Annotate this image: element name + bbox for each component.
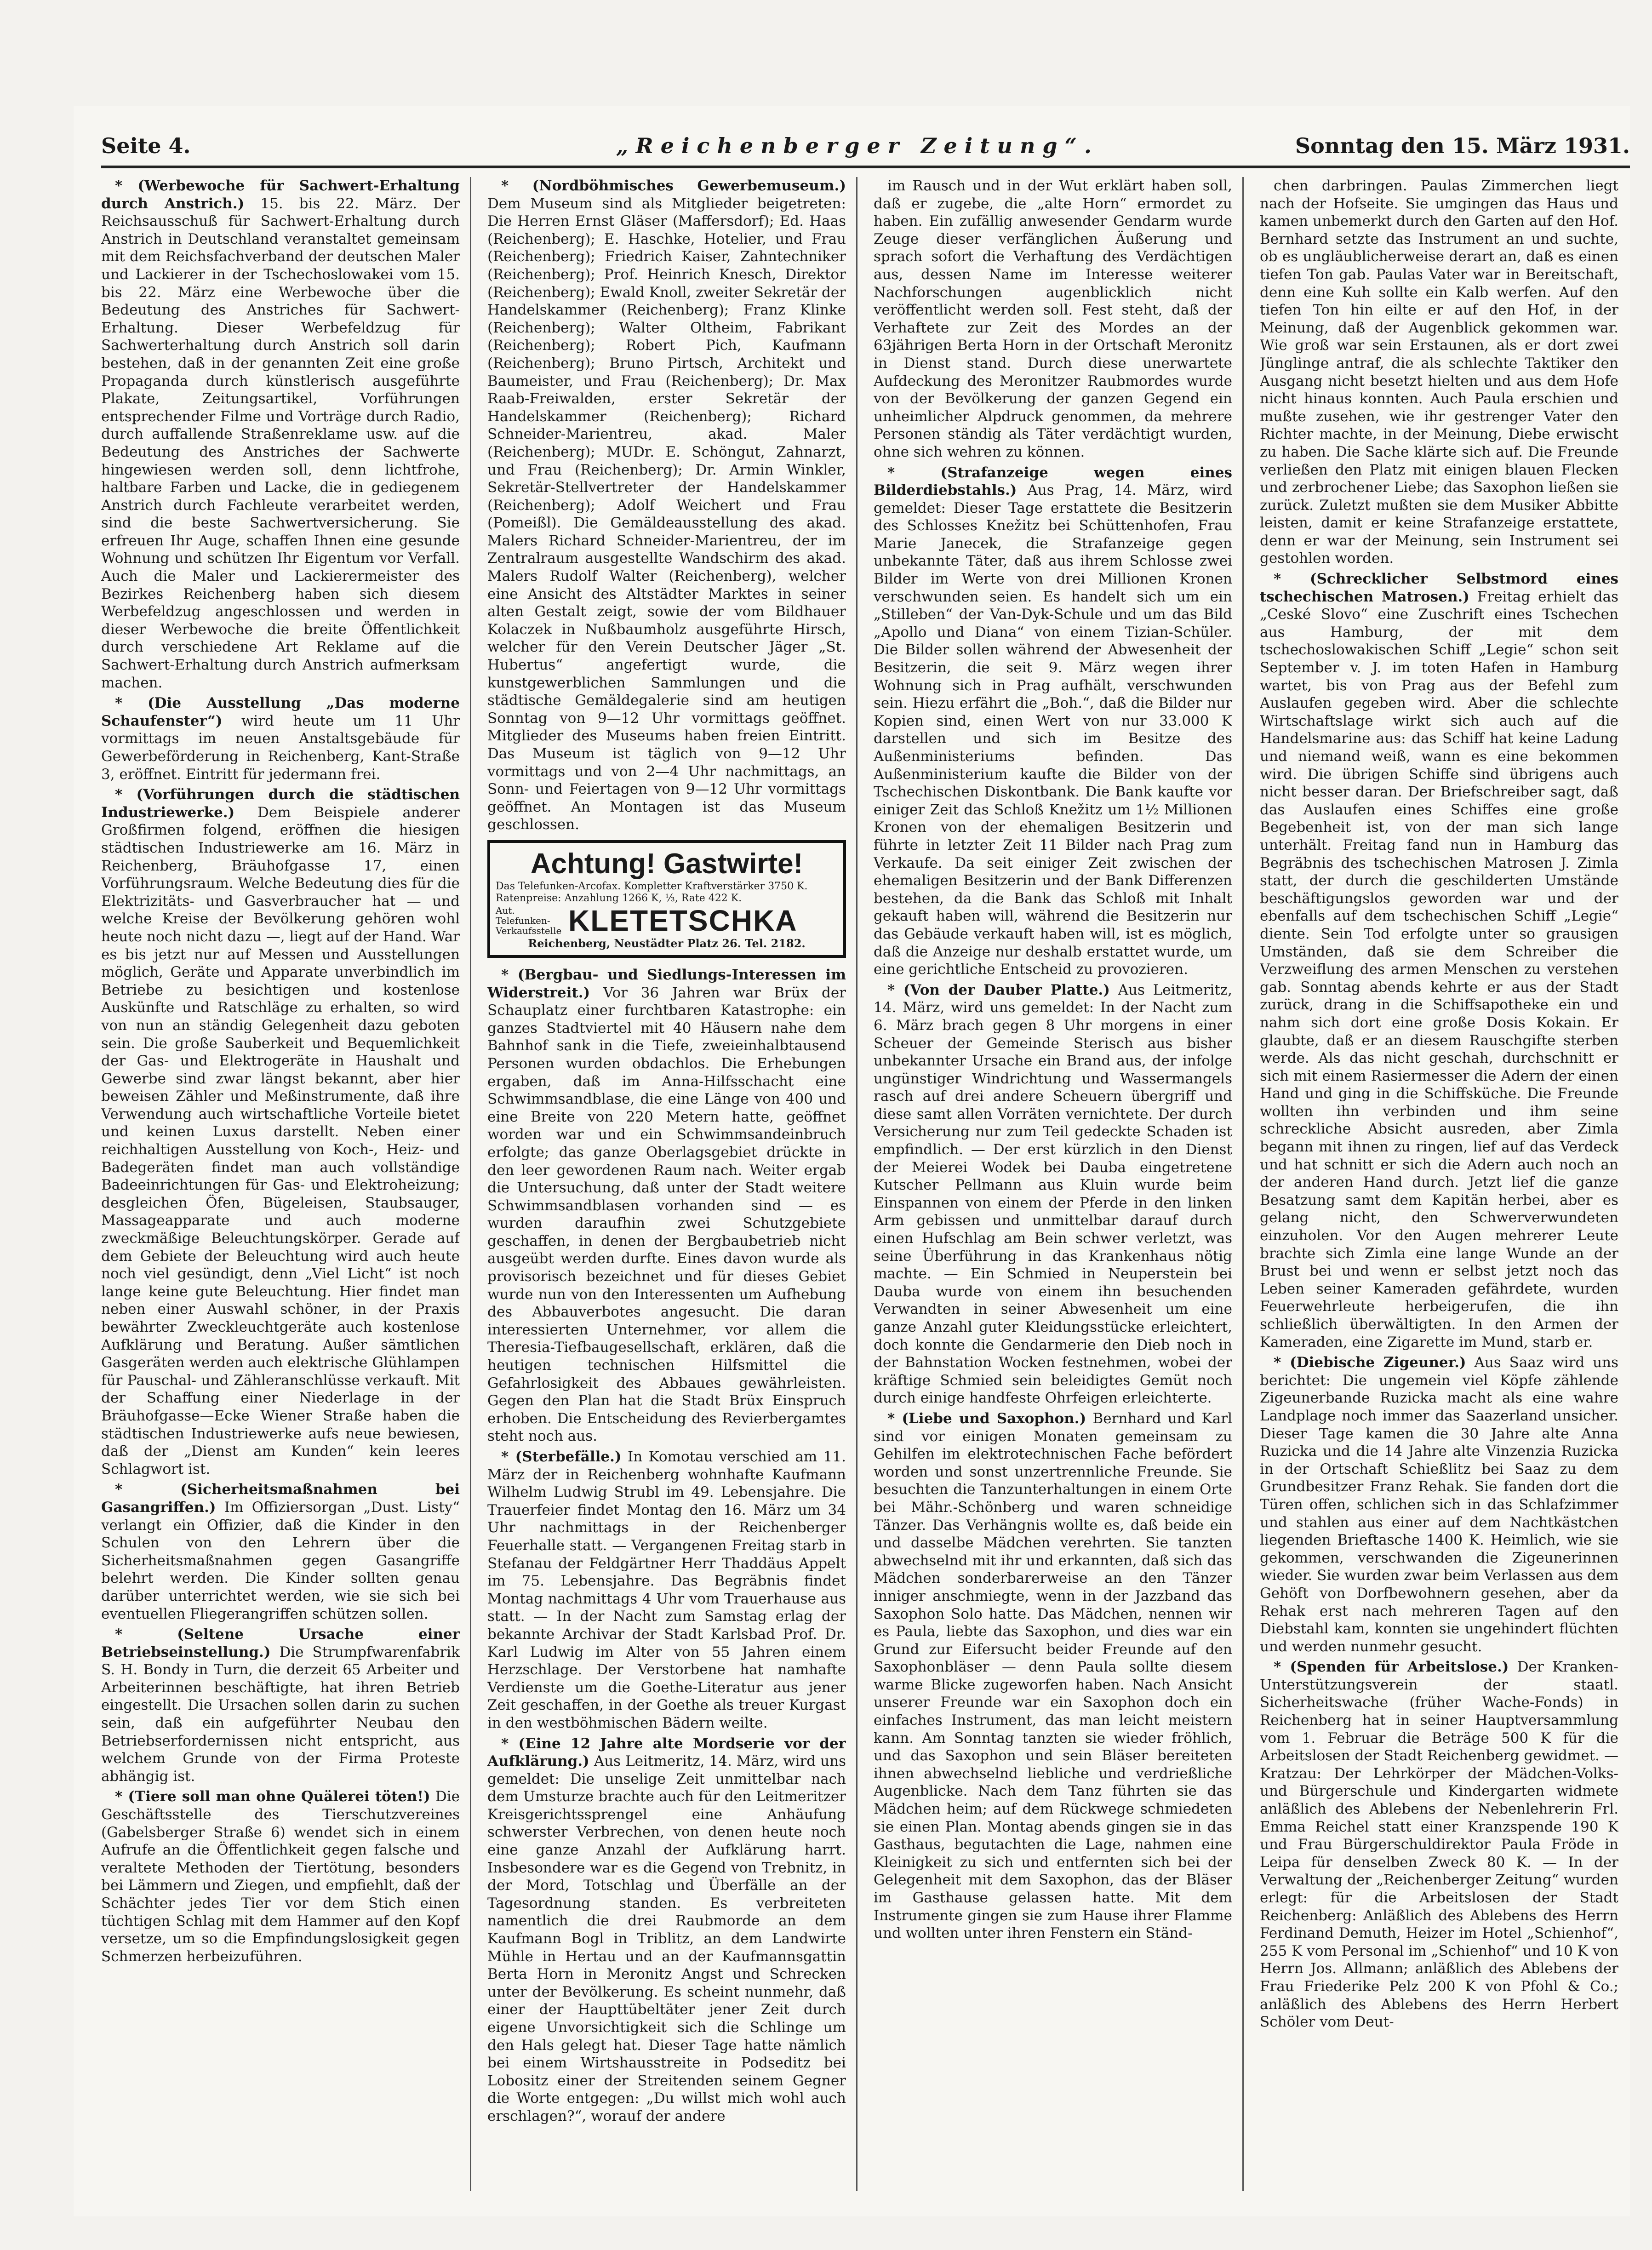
article-paragraph [101,1788,460,1965]
article-heading: * (Spenden für Arbeitslose.) [1274,1659,1509,1676]
article-text: Aus Saaz wird uns berichtet: Die ungemein viel Köpfe zählende Zigeunerbande Ruzicka macht als eine wahre Landplage noch immer das Saazerland unsicher. Dieser Tage kamen die 30 Jahre alte Anna Ruzicka und die 14 Jahre alte Vinzenzia Ruzicka in der Ortschaft Schießlitz bei Saaz zu dem Grundbesitzer Franz Rehak. Sie fanden dort die Türen offen, schlichen sich in das Schlafzimmer und stahlen aus einer auf dem Nachtkästchen liegenden Brieftasche 1400 K. Heimlich, wie sie gekommen, verschwanden die Zigeunerinnen wieder. Sie wurden zwar beim Verlassen aus dem Gehöft von Dorfbewohnern gesehen, aber da Rehak erst nach mehreren Tagen auf den Diebstahl kam, konnten sie ungehindert flüchten und werden nunmehr gesucht. [1260,1354,1618,1655]
article-heading: * (Seltene Ursache einer Betriebseinstellung.) [101,1626,460,1660]
article-paragraph [101,1626,460,1785]
column-3 [874,177,1232,2191]
article-heading: * (Nordböhmisches Gewerbemuseum.) [501,177,846,194]
article-paragraph [1260,1354,1618,1655]
article-text: Die Strumpfwarenfabrik S. H. Bondy in Turn, die derzeit 65 Arbeiter und Arbeiterinnen beschäftigte, hat ihren Betrieb eingestellt. Die Ursachen sollen darin zu suchen sein, daß ein aufgeführter Neubau den Betriebserfordernissen nicht entspricht, aus welchem Grunde von der Firma Proteste abhängig ist. [101,1643,460,1785]
page-header [74,133,1630,175]
header-rule [101,166,1630,168]
article-paragraph [101,786,460,1478]
column-divider [856,177,857,2191]
article-paragraph [101,694,460,783]
article-text: im Rausch und in der Wut erklärt haben soll, daß er zugebe, die „alte Horn“ ermordet zu haben. Ein zufällig anwesender Gendarm wurde Zeuge dieser verfänglichen Äußerung und sprach sofort die Verhaftung des Verdächtigen aus, dessen Name im Interesse weiterer Nachforschungen augenblicklich nicht veröffentlicht werden soll. Fest steht, daß der Verhaftete zur Zeit des Mordes an der 63jährigen Berta Horn in der Ortschaft Meronitz in Dienst stand. Durch diese unerwartete Aufdeckung des Meronitzer Raubmordes wurde von der Bevölkerung der ganzen Gegend ein unheimlicher Alpdruck genommen, da mehrere Personen ständig als Täter verdächtigt wurden, ohne sich wehren zu können. [874,177,1232,460]
article-heading: * (Diebische Zigeuner.) [1274,1354,1466,1371]
article-paragraph [101,1481,460,1623]
article-text: 15. bis 22. März. Der Reichsausschuß für Sachwert-Erhaltung durch Anstrich in Deutschland veranstaltet gemeinsam mit dem Reichsfachverband der deutschen Maler und Lackierer in der Tschechoslowakei vom 15. bis 22. März eine Werbewoche über die Bedeutung des Anstriches für Sachwert-Erhaltung. Dieser Werbefeldzug für Sachwerterhaltung durch Anstrich soll darin bestehen, daß in der genannten Zeit eine große Propaganda durch künstlerisch ausgeführte Plakate, Zeitungsartikel, Vorführungen entsprechender Filme und Vorträge durch Radio, durch auffallende Straßenreklame usw. auf die Bedeutung des Anstriches der Sachwerte hingewiesen werden soll, denn lichtfrohe, haltbare Farben und Lacke, die in gediegenem Anstrich durch Fachleute verarbeitet werden, sind die beste Sachwertversicherung. Sie erfreuen Ihr Auge, schaffen Ihnen eine gesunde Wohnung und schützen Ihr Eigentum vor Verfall. Auch die Maler und Lackierermeister des Bezirkes Reichenberg haben sich diesem Werbefeldzug angeschlossen und werden in dieser Werbewoche die breite Öffentlichkeit durch verschiedene Art Reklame auf die Sachwert-Erhaltung durch Anstrich aufmerksam machen. [101,195,460,691]
article-text: wird heute um 11 Uhr vormittags im neuen Anstaltsgebäude für Gewerbeförderung in Reichenberg, Kant-Straße 3, eröffnet. Eintritt für jedermann frei. [101,712,460,783]
column-divider [1242,177,1244,2191]
article-paragraph [101,177,460,692]
article-text: Dem Beispiele anderer Großfirmen folgend, eröffnen die hiesigen städtischen Industriewerke am 16. März in Reichenberg, Bräuhofgasse 17, einen Vorführungsraum. Welche Bedeutung dies für die Elektrizitäts- und Gasverbraucher hat — und welche Kreise der Bevölkerung gehören wohl heute noch nicht dazu —, liegt auf der Hand. War es bis jetzt nur auf Messen und Ausstellungen möglich, Geräte und Apparate unverbindlich im Betriebe zu besichtigen und kostenlose Auskünfte und Ratschläge zu erhalten, so wird von nun an ständig Gelegenheit dazu geboten sein. Die große Sauberkeit und Bequemlichkeit der Gas- und Elektrogeräte in Haushalt und Gewerbe sind zwar längst bekannt, aber hier beweisen Zähler und Meßinstrumente, daß ihre Verwendung auch wirtschaftliche Vorteile bietet und keinen Luxus darstellt. Neben einer reichhaltigen Ausstellung von Koch-, Heiz- und Badegeräten findet man auch vollständige Badeeinrichtungen für Gas- und Elektroheizung; desgleichen Öfen, Bügeleisen, Staubsauger, Massageapparate und auch moderne zweckmäßige Beleuchtungskörper. Gerade auf dem Gebiete der Beleuchtung wird auch heute noch viel gesündigt, denn „Viel Licht“ ist noch lange keine gute Beleuchtung. Hier findet man neben einer Auswahl schöner, in der Praxis bewährter Zweckleuchtgeräte auch kostenlose Aufklärung und Beratung. Außer sämtlichen Gasgeräten werden auch elektrische Glühlampen für Pauschal- und Zähleranschlüsse verkauft. Mit der Schaffung einer Niederlage in der Bräuhofgasse—Ecke Wiener Straße haben die städtischen Industriewerke aufs neue bewiesen, daß der „Dienst am Kunden“ kein leeres Schlagwort ist. [101,804,460,1477]
article-heading: * (Eine 12 Jahre alte Mordserie vor der Aufklärung.) [487,1735,846,1770]
newspaper-title: „Reichenberger Zeitung“. [616,133,1099,158]
article-heading: * (Die Ausstellung „Das moderne Schaufenster“) [101,695,460,729]
article-paragraph [874,177,1232,461]
article-text: In Komotau verschied am 11. März der in Reichenberg wohnhafte Kaufmann Wilhelm Ludwig Strubl im 49. Lebensjahre. Die Trauerfeier findet Montag den 16. März um 34 Uhr nachmittags in der Reichenberger Feuerhalle statt. — Vergangenen Freitag starb in Stefanau der Feldgärtner Herr Thaddäus Appelt im 75. Lebensjahre. Das Begräbnis findet Montag nachmittags 4 Uhr vom Trauerhause aus statt. — In der Nacht zum Samstag erlag der bekannte Archivar der Stadt Karlsbad Prof. Dr. Karl Ludwig im Alter von 55 Jahren einem Herzschlage. Der Verstorbene hat namhafte Verdienste um die Goethe-Literatur aus jener Zeit geschaffen, in der Goethe als treuer Kurgast in den westböhmischen Bädern weilte. [487,1448,846,1731]
article-text: Die Geschäftsstelle des Tierschutzvereines (Gabelsberger Straße 6) wendet sich in einem Aufrufe an die Öffentlichkeit gegen falsche und veraltete Methoden der Tiertötung, besonders bei Lämmern und Ziegen, und empfiehlt, daß der Schächter jedes Tier vor dem Stich einen tüchtigen Schlag mit dem Hammer auf den Kopf versetze, um so die Empfindungslosigkeit gegen Schmerzen herbeizuführen. [101,1788,460,1965]
article-text: Aus Prag, 14. März, wird gemeldet: Dieser Tage erstattete die Besitzerin des Schlosses Knežitz bei Schüttenhofen, Frau Marie Janecek, die Strafanzeige gegen unbekannte Täter, daß aus ihrem Schlosse zwei Bilder im Werte von drei Millionen Kronen verschwunden seien. Es handelt sich um ein „Stilleben“ der Van-Dyk-Schule und um das Bild „Apollo und Diana“ von einem Tizian-Schüler. Die Bilder sollen während der Abwesenheit der Besitzerin, die seit 9. März wegen ihrer Wohnung sich in Prag aufhält, verschwunden sein. Hiezu erfährt die „Boh.“, daß die Bilder nur Kopien sind, einen Wert von nur 33.000 K darstellen und sich im Besitze des Außenministeriums befinden. Das Außenministerium kaufte die Bilder von der Tschechischen Diskontbank. Die Bank kaufte vor einiger Zeit das Schloß Knežitz um 1½ Millionen Kronen von der ehemaligen Besitzerin und führte in letzter Zeit 11 Bilder nach Prag zum Verkaufe. Da seit einiger Zeit zwischen der ehemaligen Besitzerin und der Bank Differenzen bestehen, da die Bank das Schloß mit Inhalt gekauft haben will, während die Besitzerin nur das Gebäude verkauft haben will, ist es möglich, daß die Anzeige nur deshalb erstattet wurde, um eine gerichtliche Entscheid zu provozieren. [874,482,1232,978]
article-heading: * (Tiere soll man ohne Quälerei töten!) [115,1788,430,1805]
article-text: Freitag erhielt das „Ceské Slovo“ eine Zuschrift eines Tschechen aus Hamburg, der mit dem tschechoslowakischen Schiff „Legie“ schon seit September v. J. im toten Hafen in Hamburg wartet, bis von Prag aus der Befehl zum Auslaufen gegeben wird. Aber die schlechte Wirtschaftslage wirkt sich auch auf die Handelsmarine aus: das Schiff hat keine Ladung und niemand weiß, wann es eine bekommen wird. Die übrigen Schiffe sind übrigens auch nicht besser daran. Der Briefschreiber sagt, daß das Auslaufen eines Schiffes eine große Begebenheit ist, von der man sich lange unterhält. Freitag fand nun in Hamburg das Begräbnis des tschechischen Matrosen J. Zimla statt, der durch die geschilderten Umstände beschäftigungslos geworden war und der ebenfalls auf dem tschechischen Schiff „Legie“ diente. Sein Tod erfolgte unter so grausigen Umständen, daß sie dem Schreiber die Verzweiflung des armen Menschen zu verstehen gab. Sonntag abends kehrte er aus der Stadt zurück, drang in die Schiffsapotheke ein und nahm sich dort eine große Dosis Kokain. Er glaubte, daß er an diesem Rauschgifte sterben werde. Als das nicht geschah, durchschnitt er sich mit einem Rasiermesser die Adern der einen Hand und ging in die Schiffsküche. Die Freunde wollten ihn verbinden und ihm seine schreckliche Absicht ausreden, aber Zimla begann mit ihnen zu ringen, lief auf das Verdeck und hat schnitt er sich die Adern auch noch an der anderen Hand durch. Jetzt lief die ganze Besatzung samt dem Kapitän herbei, aber es gelang nicht, den Schwerverwundeten einzuholen. Vor den Augen mehrerer Leute brachte sich Zimla eine lange Wunde an der Brust bei und wenn er selbst jetzt noch das Leben seiner Kameraden gefährdete, wurden Feuerwehrleute herbeigerufen, die ihn schließlich überwältigten. In den Armen der Kameraden, eine Zigarette im Mund, starb er. [1260,588,1618,1351]
column-4 [1260,177,1618,2191]
article-paragraph [487,1735,846,2125]
article-text: Bernhard und Karl sind vor einigen Monaten gemeinsam zu Gehilfen im elektrotechnischen Fache befördert worden und sonst unzertrennliche Freunde. Sie besuchten die Tanzunterhaltungen in einem Orte bei Mähr.-Schönberg und waren schneidige Tänzer. Das Verhängnis wollte es, daß beide ein und dasselbe Mädchen verehrten. Sie tanzten abwechselnd mit ihr und erkannten, daß sich das Mädchen sonderbarerweise an den Tänzer inniger anschmiegte, wenn in der Jazzband das Saxophon Solo hatte. Das Mädchen, nennen wir es Paula, liebte das Saxophon, und dies war ein Grund zur Eifersucht beider Freunde auf den Saxophonbläser — denn Paula sollte diesem warme Blicke zugeworfen haben. Nach Ansicht unserer Freunde war ein Saxophon doch ein einfaches Instrument, das man leicht meistern kann. Am Sonntag tanzten sie wieder fröhlich, und das Saxophon und sein Bläser bereiteten ihnen abwechselnd liebliche und verdrießliche Augenblicke. Nach dem Tanz führten sie das Mädchen heim; auf dem Rückwege schmiedeten sie einen Plan. Montag abends gingen sie in das Gasthaus, begutachten die Lage, nahmen eine Kleinigkeit zu sich und entfernten sich bei der Gelegenheit mit dem Saxophon, das der Bläser im Gasthause gelassen hatte. Mit dem Instrumente gingen sie zum Hause ihrer Flamme und wollten unter ihren Fenstern ein Ständ- [874,1410,1232,1942]
article-paragraph [874,1410,1232,1942]
article-text: Der Kranken-Unterstützungsverein der staatl. Sicherheitswache (früher Wache-Fonds) in Reichenberg hat in seiner Hauptversammlung vom 1. Februar die Beträge 500 K für die Arbeitslosen der Stadt Reichenberg gewidmet. — Kratzau: Der Lehrkörper der Mädchen-Volks- und Bürgerschule und Kindergarten widmete anläßlich des Ablebens der Nebenlehrerin Frl. Emma Reichel statt einer Kranzspende 190 K und Frau Bürgerschuldirektor Paula Fröde in Leipa für denselben Zweck 80 K. — In der Verwaltung der „Reichenberger Zeitung“ wurden erlegt: für die Arbeitslosen der Stadt Reichenberg: Anläßlich des Ablebens des Herrn Ferdinand Demuth, Heizer im Hotel „Schienhof“, 255 K vom Personal im „Schienhof“ und 10 K von Herrn Jos. Allmann; anläßlich des Ablebens der Frau Friederike Pelz 200 K von Pfohl & Co.; anläßlich des Ablebens des Herrn Herbert Schöler vom Deut- [1260,1659,1618,2031]
page-number: Seite 4. [101,133,191,158]
article-text: Dem Museum sind als Mitglieder beigetreten: Die Herren Ernst Gläser (Maffersdorf); Ed. Haas (Reichenberg); E. Haschke, Hotelier, und Frau (Reichenberg); Friedrich Kaiser, Zahntechniker (Reichenberg); Prof. Heinrich Knesch, Direktor (Reichenberg); Ewald Knoll, zweiter Sekretär der Handelskammer (Reichenberg); Franz Klinke (Reichenberg); Walter Oltheim, Fabrikant (Reichenberg); Robert Pich, Kaufmann (Reichenberg); Bruno Pirtsch, Architekt und Baumeister, und Frau (Reichenberg); Dr. Max Raab-Freiwalden, erster Sekretär der Handelskammer (Reichenberg); Richard Schneider-Marientreu, akad. Maler (Reichenberg); MUDr. E. Schöngut, Zahnarzt, und Frau (Reichenberg); Dr. Armin Winkler, Sekretär-Stellvertreter der Handelskammer (Reichenberg); Adolf Weichert und Frau (Pomeißl). Die Gemäldeausstellung des akad. Malers Richard Schneider-Marientreu, der im Zentralraum ausgestellte Wandschirm des akad. Malers Rudolf Walter (Reichenberg), welcher eine Ansicht des Altstädter Marktes in seiner alten Gestalt zeigt, sowie der vom Bildhauer Kolaczek in Nußbaumholz ausgeführte Hirsch, welcher für den Verein Deutscher Jäger „St. Hubertus“ angefertigt wurde, die kunstgewerblichen Sammlungen und die städtische Gemäldegalerie sind am heutigen Sonntag von 9—12 Uhr vormittags geöffnet. Mitglieder des Museums haben freien Eintritt. Das Museum ist täglich von 9—12 Uhr vormittags und von 2—4 Uhr nachmittags, an Sonn- und Feiertagen von 9—12 Uhr vormittags geöffnet. An Montagen ist das Museum geschlossen. [487,195,846,833]
ad-address: Reichenberg, Neustädter Platz 26. Tel. 2182. [528,936,806,950]
column-divider [470,177,471,2191]
ad-company-name: KLETETSCHKA [568,904,798,937]
article-heading: * (Bergbau- und Siedlungs-Interessen im Widerstreit.) [487,966,846,1001]
ad-title: Achtung! Gastwirte! [530,847,803,880]
article-text: chen darbringen. Paulas Zimmerchen liegt nach der Hofseite. Sie umgingen das Haus und kamen unbemerkt durch den Garten auf den Hof. Bernhard setzte das Instrument an und suchte, ob es ungläublicherweise derart an, daß es einen tiefen Ton gab. Paulas Vater war in Bereitschaft, denn eine Kuh sollte ein Kalb werfen. Auf den tiefen Ton hin eilte er auf den Hof, in der Meinung, daß der Augenblick gekommen war. Wie groß war sein Erstaunen, als er dort zwei Jünglinge antraf, die als schlechte Taktiker den Ausgang nicht besetzt hielten und aus dem Hofe nicht hinaus konnten. Auch Paula erschien und mußte zusehen, wie ihr gestrenger Vater den Richter machte, in der Meinung, Diebe erwischt zu haben. Die Sache klärte sich auf. Die Freunde verließen den Platz mit einigen blauen Flecken und zerbrochener Liebe; das Saxophon ließen sie zurück. Zuletzt mußten sie dem Musiker Abbitte leisten, damit er keine Strafanzeige erstattete, denn er war der Meinung, sein Instrument sei gestohlen worden. [1260,177,1618,567]
article-heading: * (Liebe und Saxophon.) [887,1410,1086,1427]
article-text: Aus Leitmeritz, 14. März, wird uns gemeldet: In der Nacht zum 6. März brach gegen 8 Uhr morgens in einer Scheuer der Gemeinde Sterisch aus bisher unbekannter Ursache ein Brand aus, der infolge ungünstiger Windrichtung und Wassermangels rasch auf drei andere Scheuern übergriff und diese samt allen Vorräten vernichtete. Der durch Versicherung nur zum Teil gedeckte Schaden ist empfindlich. — Der erst kürzlich in den Dienst der Meierei Wodek bei Dauba eingetretene Kutscher Pellmann aus Kluin wurde beim Einspannen von einem der Pferde in den linken Arm gebissen und unmittelbar darauf durch einen Hufschlag am Bein schwer verletzt, was seine Überführung in das Krankenhaus nötig machte. — Ein Schmied in Neuperstein bei Dauba wurde von einem ihn besuchenden Verwandten in seiner Abwesenheit um eine ganze Anzahl guter Kleidungsstücke erleichtert, doch konnte die Gendarmerie den Dieb noch in der Bahnstation Wocken festnehmen, wobei der kräftige Schmied sein beleidigtes Gemüt noch durch einige handfeste Ohrfeigen erleichterte. [874,981,1232,1407]
article-heading: * (Schrecklicher Selbstmord eines tschechischen Matrosen.) [1260,571,1618,605]
article-paragraph [487,966,846,1445]
newspaper-page [74,106,1630,2216]
issue-date: Sonntag den 15. März 1931. [1295,133,1630,158]
ad-sales-point: Aut. Telefunken-Verkaufsstelle [496,905,562,936]
article-paragraph [1260,570,1618,1351]
article-heading: * (Vorführungen durch die städtischen Industriewerke.) [101,786,460,821]
column-1 [101,177,460,2191]
column-2 [487,177,846,2191]
article-paragraph [1260,1658,1618,2031]
article-paragraph [1260,177,1618,567]
article-paragraph [487,177,846,834]
article-text: Im Offiziersorgan „Dust. Listy“ verlangt ein Offizier, daß die Kinder in den Schulen von den Lehrern über die Sicherheitsmaßnahmen gegen Gasangriffe belehrt werden. Die Kinder sollten genau darüber unterrichtet werden, wie sie sich bei eventuellen Fliegerangriffen schützen sollen. [101,1499,460,1622]
article-heading: * (Sterbefälle.) [501,1448,622,1465]
article-text: Aus Leitmeritz, 14. März, wird uns gemeldet: Die unselige Zeit unmittelbar nach dem Umsturze brachte auch für den Leitmeritzer Kreisgerichtssprengel eine Anhäufung schwerster Verbrechen, von denen heute noch eine ganze Anzahl der Aufklärung harrt. Insbesondere war es die Gegend von Trebnitz, in der Mord, Totschlag und Überfälle an der Tagesordnung standen. Es verbreiteten namentlich die drei Raubmorde an dem Kaufmann Bogl in Triblitz, an dem Landwirte Mühle in Hertau und an der Kaufmannsgattin Berta Horn in Meronitz Angst und Schrecken unter der Bevölkerung. Es scheint nunmehr, daß einer der Haupttübeltäter jener Zeit durch eigene Unvorsichtigkeit sich die Schlinge um den Hals gelegt hat. Dieser Tage hatte nämlich bei einem Wirtshausstreite in Podseditz bei Lobositz einer der Streitenden seinem Gegner die Worte entgegen: „Du willst mich wohl auch erschlagen?“, worauf der andere [487,1753,846,2124]
advertisement-box [487,840,846,958]
article-heading: * (Werbewoche für Sachwert-Erhaltung durch Anstrich.) [101,177,460,212]
ad-description: Das Telefunken-Arcofax. Kompletter Kraftverstärker 3750 K. Ratenpreise: Anzahlung 1266 K, ⅓, Rate 422 K. [496,880,808,904]
article-heading: * (Sicherheitsmaßnahmen bei Gasangriffen.) [101,1481,460,1516]
article-heading: * (Von der Dauber Platte.) [887,981,1110,998]
article-paragraph [487,1448,846,1732]
article-paragraph [874,464,1232,979]
article-paragraph [874,981,1232,1407]
article-heading: * (Strafanzeige wegen eines Bilderdiebstahls.) [874,464,1232,499]
article-text: Vor 36 Jahren war Brüx der Schauplatz einer furchtbaren Katastrophe: ein ganzes Stadtviertel mit 40 Häusern nahe dem Bahnhof sank in die Tiefe, zweieinhalbtausend Personen wurden obdachlos. Die Erhebungen ergaben, daß im Anna-Hilfsschacht eine Schwimmsandblase, die eine Länge von 400 und eine Breite von 220 Metern hatte, geöffnet worden war und ein Schwimmsandeinbruch erfolgte; das ganze Oberlagsgebiet drückte in den leer gewordenen Raum nach. Weiter ergab die Untersuchung, daß unter der Stadt weitere Schwimmsandblasen vorhanden sind — es wurden daraufhin zwei Schutzgebiete geschaffen, in denen der Bergbaubetrieb nicht ausgeübt werden durfte. Eines davon wurde als provisorisch bezeichnet und für dieses Gebiet wurde nun von den Interessenten um Aufhebung des Abbauverbotes angesucht. Die daran interessierten Unternehmer, vor allem die Theresia-Tiefbaugesellschaft, erklären, daß die heutigen technischen Hilfsmittel die Gefahrlosigkeit des Abbaues gewährleisten. Gegen den Plan hat die Stadt Brüx Einspruch erhoben. Die Entscheidung des Revierbergamtes steht noch aus. [487,984,846,1445]
